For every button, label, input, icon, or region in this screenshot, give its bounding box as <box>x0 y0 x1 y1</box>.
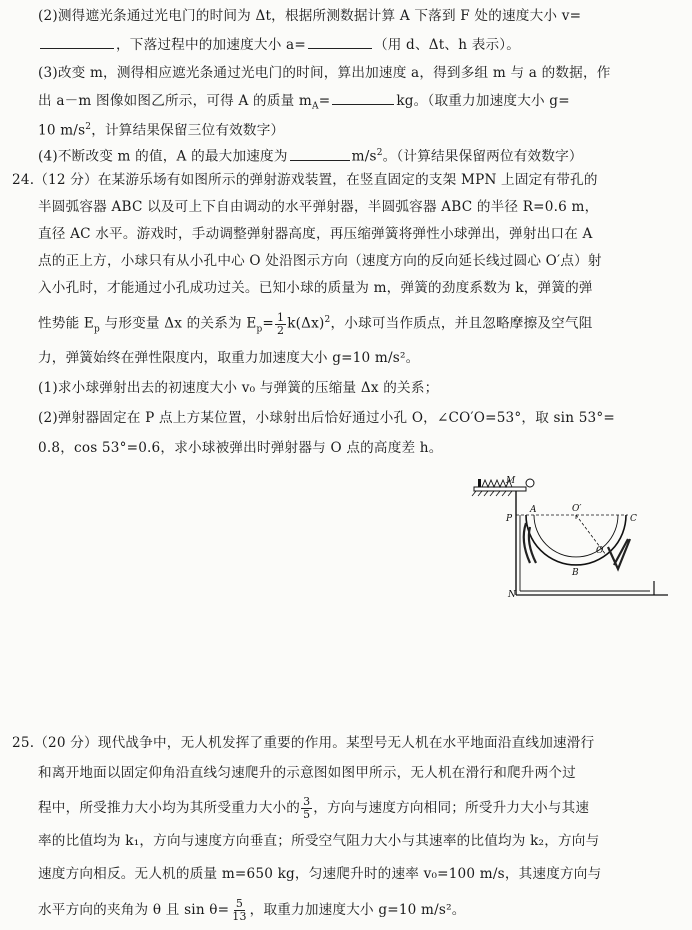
q23-part2-line1: (2)测得遮光条通过光电门的时间为 Δt，根据所测数据计算 A 下落到 F 处的速度大小 v= <box>38 8 582 24</box>
spring-base <box>478 479 481 487</box>
label-o-prime: O′ <box>572 504 582 514</box>
q24-line5: 入小孔时，才能通过小孔成功过关。已知小球的质量为 m，弹簧的劲度系数为 k，弹簧的弹 <box>38 280 593 296</box>
q25-line2: 和离开地面以固定仰角沿直线匀速爬升的示意图如图甲所示，无人机在滑行和爬升两个过 <box>38 765 576 781</box>
answer-blank-a[interactable] <box>308 34 372 49</box>
q24-line2: 半圆弧容器 ABC 以及可上下自由调动的水平弹射器，半圆弧容器 ABC 的半径 R=0.6 m， <box>38 199 599 215</box>
q24-part2-line1: (2)弹射器固定在 P 点上方某位置，小球射出后恰好通过小孔 O，∠CO′O=53°，取 sin 53°= <box>38 410 615 426</box>
label-p: P <box>506 514 513 524</box>
label-b: B <box>572 568 579 578</box>
launcher-diagram <box>468 475 668 603</box>
q25-line6: 水平方向的夹角为 θ 且 sin θ= $\frac{5}{13}$ ，取重力加速度大小 g=10 m/s²。 <box>38 897 466 923</box>
label-n: N <box>508 590 516 600</box>
ball <box>526 479 534 487</box>
q24-line7: 力，弹簧始终在弹性限度内，取重力加速度大小 g=10 m/s²。 <box>38 350 420 366</box>
label-c: C <box>630 514 637 524</box>
handwriting-mark-right <box>608 539 630 569</box>
q25-line4: 率的比值均为 k₁，方向与速度方向垂直；所受空气阻力大小与其速率的比值均为 k₂，方向与 <box>38 833 600 849</box>
answer-blank-max-accel[interactable] <box>290 146 350 161</box>
q24-part2-line2: 0.8，cos 53°=0.6，求小球被弹出时弹射器与 O 点的高度差 h。 <box>38 440 443 456</box>
fraction-one-half: $\frac{1}{2}$ <box>277 310 285 337</box>
answer-blank-mass[interactable] <box>332 90 394 105</box>
semicircle-inner <box>534 515 618 557</box>
label-m: M <box>506 476 516 486</box>
fraction-five-thirteenths: $\frac{5}{13}$ <box>232 897 247 923</box>
q24-line4: 点的正上方，小球只有从小孔中心 O 处沿图示方向（速度方向的反向延长线过圆心 O′点）射 <box>38 253 602 269</box>
q23-part3-line1: (3)改变 m，测得相应遮光条通过光电门的时间，算出加速度 a，得到多组 m 与 a 的数据，作 <box>38 65 611 81</box>
q23-part3-line2: 出 a－m 图像如图乙所示，可得 A 的质量 $m_A=$ kg。（取重力加速度大小 g= <box>38 90 570 117</box>
answer-blank-v[interactable] <box>40 34 114 49</box>
semicircle-outer <box>526 515 626 565</box>
q25-line3: 程中，所受推力大小均为其所受重力大小的 $\frac{3}{5}$ ，方向与速度方向相同；所受升力大小与其速 <box>38 795 590 821</box>
label-o: O <box>596 546 604 556</box>
q25-line1: 25.（20 分）现代战争中，无人机发挥了重要的作用。某型号无人机在水平地面沿直线加速滑行 <box>12 735 595 751</box>
q23-part4-line: (4)不断改变 m 的值，A 的最大加速度为 $m/s^2$。（计算结果保留两位有效数字） <box>38 143 583 167</box>
q24-line1: 24.（12 分）在某游乐场有如图所示的弹射游戏装置，在竖直固定的支架 MPN 上固定有带孔的 <box>12 172 598 188</box>
q24-part1: (1)求小球弹射出去的初速度大小 v₀ 与弹簧的压缩量 Δx 的关系； <box>38 380 439 396</box>
q23-part2-line2: ，下落过程中的加速度大小 a= （用 d、Δt、h 表示）。 <box>38 34 520 55</box>
q25-line5: 速度方向相反。无人机的质量 m=650 kg，匀速爬升时的速率 v₀=100 m/s，其速度方向与 <box>38 866 602 882</box>
q24-line3: 直径 AC 水平。游戏时，手动调整弹射器高度，再压缩弹簧将弹性小球弹出，弹射出口在 A <box>38 226 593 242</box>
label-a: A <box>530 505 537 515</box>
launcher-hatch <box>472 491 512 496</box>
q23-part3-line3: 10 $m/s^2$，计算结果保留三位有效数字） <box>38 122 285 139</box>
fraction-three-fifths: $\frac{3}{5}$ <box>303 795 311 821</box>
q24-line6: 性势能 $E_p$ 与形变量 Δx 的关系为 $E_p=$ $\frac{1}{2}$ $k(\Delta x)^2$，小球可当作质点，并且忽略摩擦及空气阻 <box>38 310 593 337</box>
